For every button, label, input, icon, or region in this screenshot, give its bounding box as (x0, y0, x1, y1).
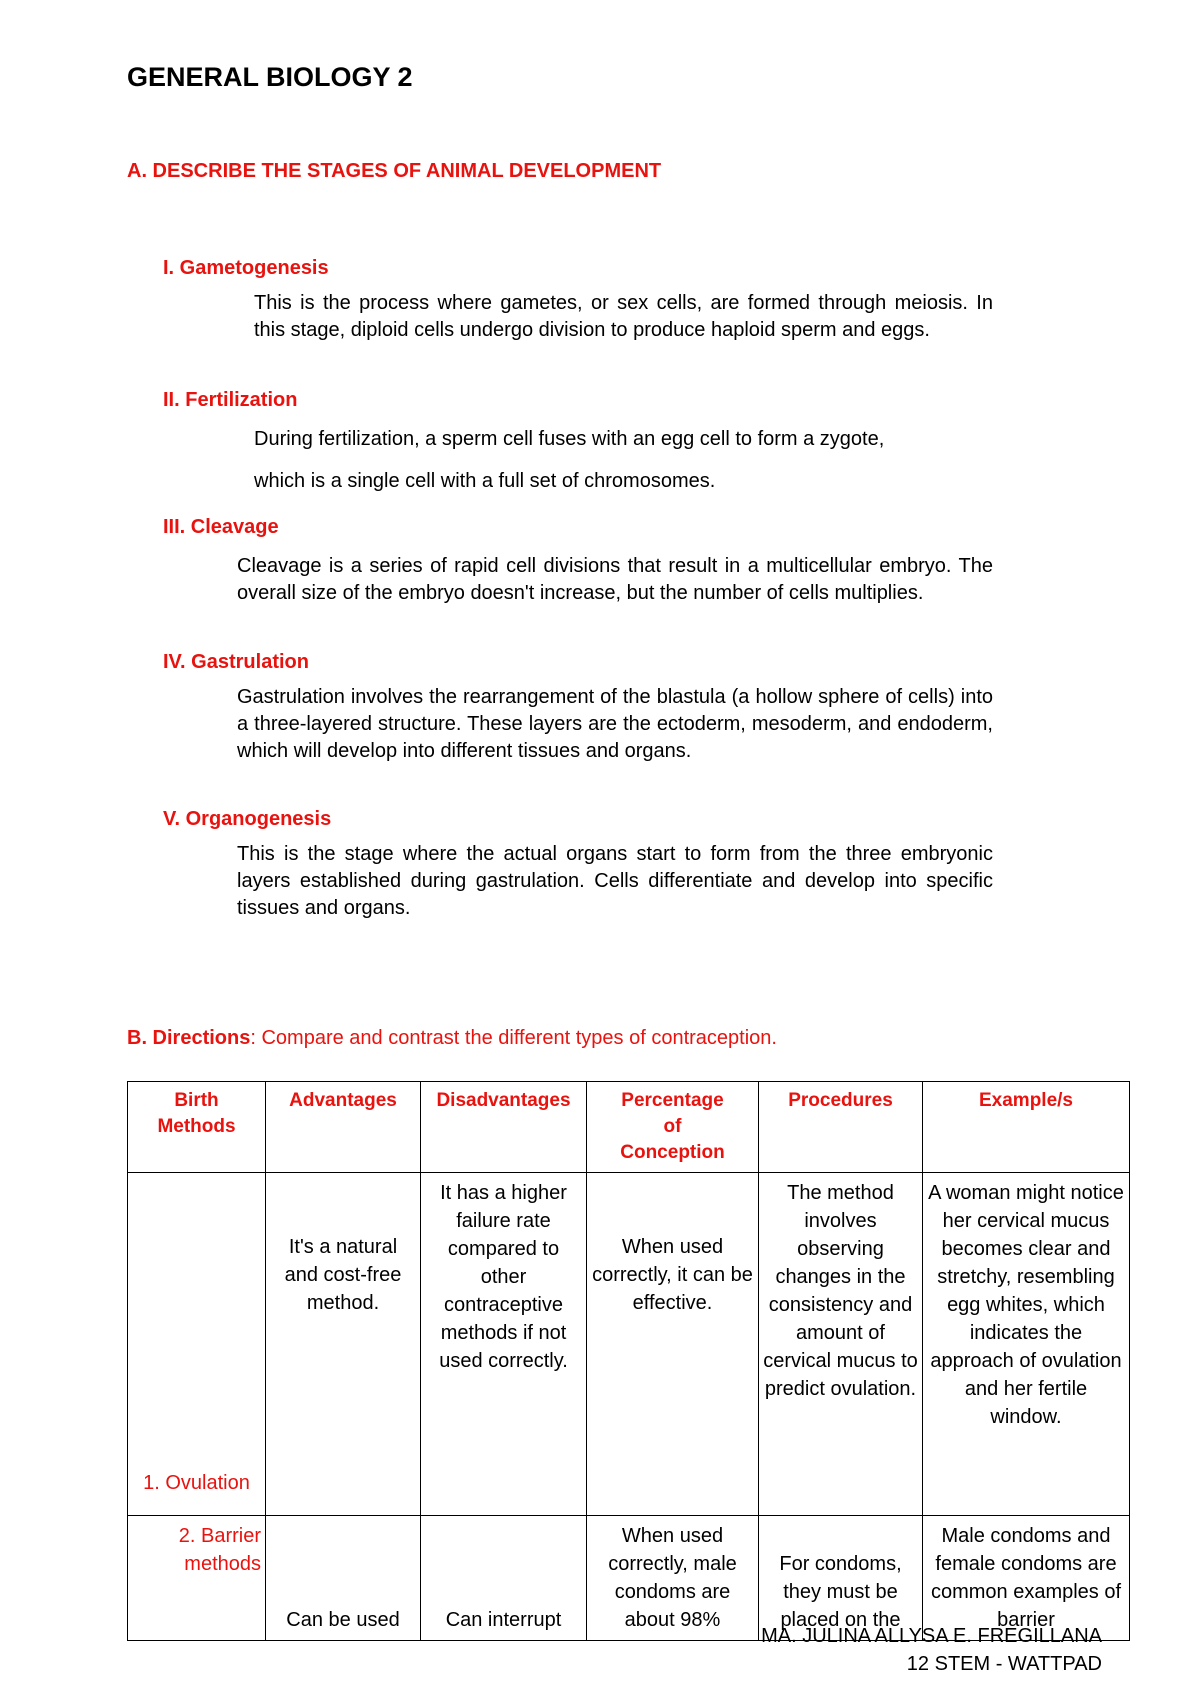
section-b-directions (127, 1027, 777, 1050)
method-cell: 2. Barrier methods (128, 1516, 266, 1641)
stage-gastrulation (163, 651, 993, 765)
percentage-cell: When used correctly, male condoms are about 98% (587, 1516, 759, 1641)
stage-description-line-1: During fertilization, a sperm cell fuses with an egg cell to form a zygote, (254, 428, 885, 450)
stage-description: Gastrulation involves the rearrangement of the blastula (a hollow sphere of cells) into a three-layered structure. These layers are the ectoderm, mesoderm, and endoderm, which will develop into different tissues and organs. (237, 686, 993, 762)
stage-title: III. Cleavage (163, 516, 279, 538)
header-disadvantages: Disadvantages (421, 1082, 587, 1173)
stage-cleavage (163, 516, 993, 607)
header-line: Methods (157, 1116, 236, 1137)
header-percentage-of-conception (587, 1082, 759, 1173)
stage-title: V. Organogenesis (163, 808, 332, 830)
author-footer (761, 1622, 1102, 1678)
directions-text: : Compare and contrast the different types of contraception. (250, 1027, 777, 1049)
header-line: Birth (174, 1090, 219, 1111)
header-birth-methods (128, 1082, 266, 1173)
author-class: 12 STEM - WATTPAD (906, 1653, 1102, 1675)
stage-title: IV. Gastrulation (163, 651, 309, 673)
examples-cell: A woman might notice her cervical mucus becomes clear and stretchy, resembling egg whites, which indicates the approach of ovulation and her fertile window. (923, 1173, 1130, 1516)
examples-cell: Male condoms and female condoms are common examples of barrier (923, 1516, 1130, 1641)
header-line: Percentage (621, 1090, 724, 1111)
advantages-cell: Can be used (266, 1516, 421, 1641)
procedures-cell: The method involves observing changes in the consistency and amount of cervical mucus to predict ovulation. (759, 1173, 923, 1516)
stage-description: Cleavage is a series of rapid cell divisions that result in a multicellular embryo. The overall size of the embryo doesn't increase, but the number of cells multiplies. (237, 555, 993, 604)
author-name: MA. JULINA ALLYSA E. FREGILLANA (761, 1625, 1102, 1647)
stage-fertilization (163, 389, 993, 495)
advantages-cell: It's a natural and cost-free method. (266, 1173, 421, 1516)
header-line: Conception (620, 1142, 725, 1163)
stage-title: II. Fertilization (163, 389, 298, 411)
procedures-cell: For condoms, they must be placed on the (759, 1516, 923, 1641)
stage-gametogenesis (163, 257, 993, 344)
disadvantages-cell: Can interrupt (421, 1516, 587, 1641)
stage-description-line-2: which is a single cell with a full set of chromosomes. (254, 470, 716, 492)
header-examples: Example/s (923, 1082, 1130, 1173)
method-cell: 1. Ovulation (128, 1173, 266, 1516)
directions-label: B. Directions (127, 1027, 251, 1049)
document-title: GENERAL BIOLOGY 2 (127, 62, 413, 92)
stage-title: I. Gametogenesis (163, 257, 329, 279)
header-line: of (663, 1116, 682, 1137)
stage-description: This is the stage where the actual organs start to form from the three embryonic layers established during gastrulation. Cells differentiate and develop into specific tissues and organs. (237, 843, 993, 919)
table-header-row (128, 1082, 1130, 1173)
header-advantages: Advantages (266, 1082, 421, 1173)
stage-description: This is the process where gametes, or sex cells, are formed through meiosis. In this stage, diploid cells undergo division to produce haploid sperm and eggs. (254, 292, 993, 341)
disadvantages-cell: It has a higher failure rate compared to other contraceptive methods if not used correctly. (421, 1173, 587, 1516)
contraception-table (127, 1081, 1130, 1641)
stage-organogenesis (163, 808, 993, 922)
table-row (128, 1173, 1130, 1516)
percentage-cell: When used correctly, it can be effective. (587, 1173, 759, 1516)
section-a-heading: A. DESCRIBE THE STAGES OF ANIMAL DEVELOPMENT (127, 160, 662, 182)
header-procedures: Procedures (759, 1082, 923, 1173)
